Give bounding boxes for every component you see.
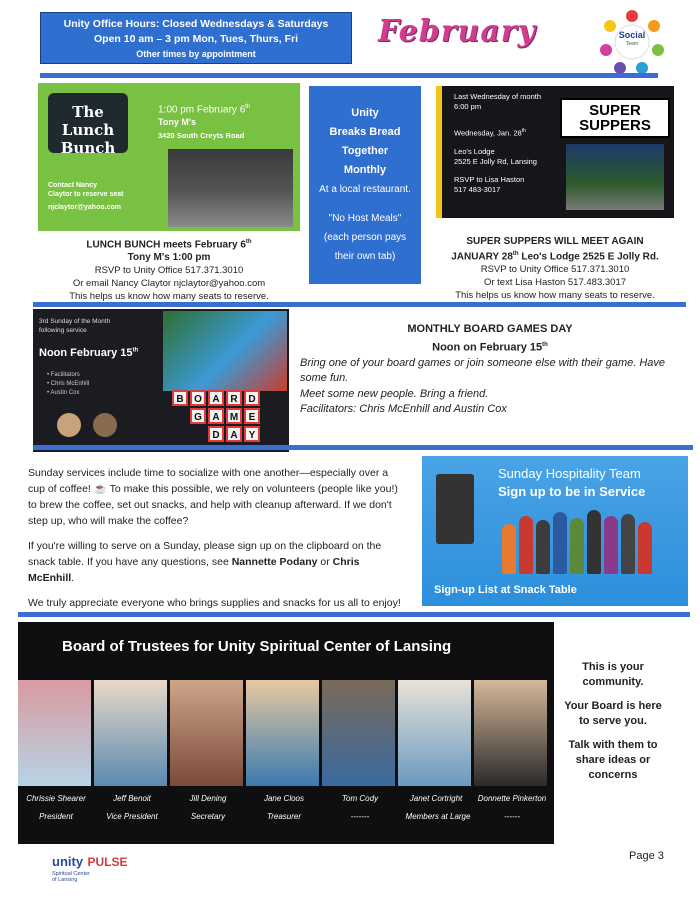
coffee-maker-icon <box>436 474 474 544</box>
trustee-photo <box>170 680 243 786</box>
leos-lodge-photo <box>566 144 664 210</box>
super-suppers-logo: SUPER SUPPERS <box>560 98 670 138</box>
hours-line1: Unity Office Hours: Closed Wednesdays & Saturdays <box>63 18 329 30</box>
trustee-name: Jill Dening <box>189 794 227 803</box>
trustee-photo <box>246 680 319 786</box>
board-games-time: Noon February 15th <box>39 347 139 359</box>
lunch-venue: Tony M's <box>158 117 196 128</box>
trustee-photo <box>474 680 547 786</box>
facilitator-list: • Facilitators • Chris McEnhill • Austin Cox <box>47 372 90 396</box>
trustee-role: Vice President <box>106 812 158 821</box>
trustee-role: Members at Large <box>405 812 471 821</box>
hospitality-team-card: Sunday Hospitality Team Sign up to be in Service Sign-up List at Snack Table <box>422 456 688 606</box>
board-side-note: This is your community. Your Board is here to serve you. Talk with them to share ideas or concerns <box>564 661 662 781</box>
volunteers-image <box>502 510 682 582</box>
lunch-address: 3420 South Creyts Road <box>158 131 245 141</box>
office-hours-box <box>40 12 352 64</box>
lunch-details: 1:00 pm February 6th Tony M's 3420 South Creyts Road <box>158 104 251 141</box>
trustee-name: Donnette Pinkerton <box>477 794 547 803</box>
board-games-card: 3rd Sunday of the Month following service Noon February 15th • Facilitators • Chris McEnhill • Austin Cox B O A R D G A M E D A Y <box>33 309 289 452</box>
month-banner: February <box>378 14 537 49</box>
lunch-time: 1:00 pm February 6 <box>158 104 246 116</box>
page-number: Page 3 <box>629 850 664 862</box>
trustee-photo <box>18 680 91 786</box>
divider <box>33 302 686 307</box>
facilitator-photo <box>57 413 81 437</box>
board-games-description: MONTHLY BOARD GAMES DAY Noon on February 15th Bring one of your board games or join someone else with their game. Have some fun. Meet some new people. Bring a friend. Facilitators: Chris McEnhill and Austin Cox <box>300 322 680 418</box>
trustee-photo <box>322 680 395 786</box>
trustee-role: President <box>39 812 73 821</box>
trustee-photo <box>94 680 167 786</box>
facilitator-photo <box>93 413 117 437</box>
divider <box>40 73 658 78</box>
unity-pulse-logo: unity PULSE Spiritual Center of Lansing <box>52 854 128 883</box>
social-label: Social <box>618 30 646 40</box>
board-of-trustees <box>18 622 554 844</box>
social-team-logo <box>596 8 668 76</box>
lunch-bunch-logo: The Lunch Bunch <box>48 93 128 153</box>
lunch-bunch-card <box>38 83 300 231</box>
unity-breaks-bread-box: Unity Breaks Bread Together Monthly At a local restaurant. "No Host Meals" (each person pays their own tab) <box>309 86 421 284</box>
hospitality-text: Sunday services include time to socialize with one another—especially over a cup of coffee! ☕ To make this possible, we rely on volunteers (people like you!) to brew the coffee, set out snacks, and help with cleanup afterward. If we don't step up, who will make the coffee? If you're willing to serve on a Sunday, please sign up on the clipboard on the snack table. If you have any questions, see Nannette Podany or Chris McEnhill. We truly appreciate everyone who brings supplies and snacks for us all to enjoy! <box>28 467 401 609</box>
trustee-role: Treasurer <box>266 812 302 821</box>
divider <box>33 445 693 450</box>
super-suppers-caption: SUPER SUPPERS WILL MEET AGAIN JANUARY 28th Leo's Lodge 2525 E Jolly Rd. RSVP to Unity Office 517.371.3010 Or text Lisa Haston 517.483.3017 This helps us know how many seats to reserve. <box>451 236 659 302</box>
social-sub: Team <box>625 41 639 47</box>
trustee-name: Jeff Benoit <box>113 794 151 803</box>
super-suppers-card <box>436 86 674 218</box>
board-title: Board of Trustees for Unity Spiritual Center of Lansing <box>62 638 452 655</box>
divider <box>18 612 690 617</box>
board-game-day-tiles: B O A R D G A M E D A Y <box>171 389 281 443</box>
board-game-image <box>163 311 287 391</box>
restaurant-photo <box>168 149 293 227</box>
trustee-photo <box>398 680 471 786</box>
trustee-role: Secretary <box>190 812 226 821</box>
board-games-title: MONTHLY BOARD GAMES DAY <box>407 323 573 335</box>
super-suppers-details: Last Wednesday of month 6:00 pm Wednesday, Jan. 28th Leo's Lodge 2525 E Jolly Rd, Lansing RSVP to Lisa Haston 517 483-3017 <box>454 92 541 194</box>
hours-line2: Open 10 am – 3 pm Mon, Tues, Thurs, Fri <box>93 33 298 45</box>
lunch-caption: LUNCH BUNCH meets February 6th Tony M's 1:00 pm RSVP to Unity Office 517.371.3010 Or email Nancy Claytor njclaytor@yahoo.com This helps us know how many seats to reserve. <box>69 239 269 303</box>
trustee-role: ------- <box>350 812 370 821</box>
trustee-role: ------ <box>504 812 520 821</box>
trustee-name: Chrissie Shearer <box>26 794 86 803</box>
trustee-name: Tom Cody <box>341 794 379 803</box>
hours-line3: Other times by appointment <box>136 49 256 59</box>
lunch-contact: Contact Nancy Claytor to reserve seat njclaytor@yahoo.com <box>48 182 124 211</box>
trustee-name: Janet Cortright <box>409 794 463 803</box>
trustee-name: Jane Cloos <box>263 794 305 803</box>
